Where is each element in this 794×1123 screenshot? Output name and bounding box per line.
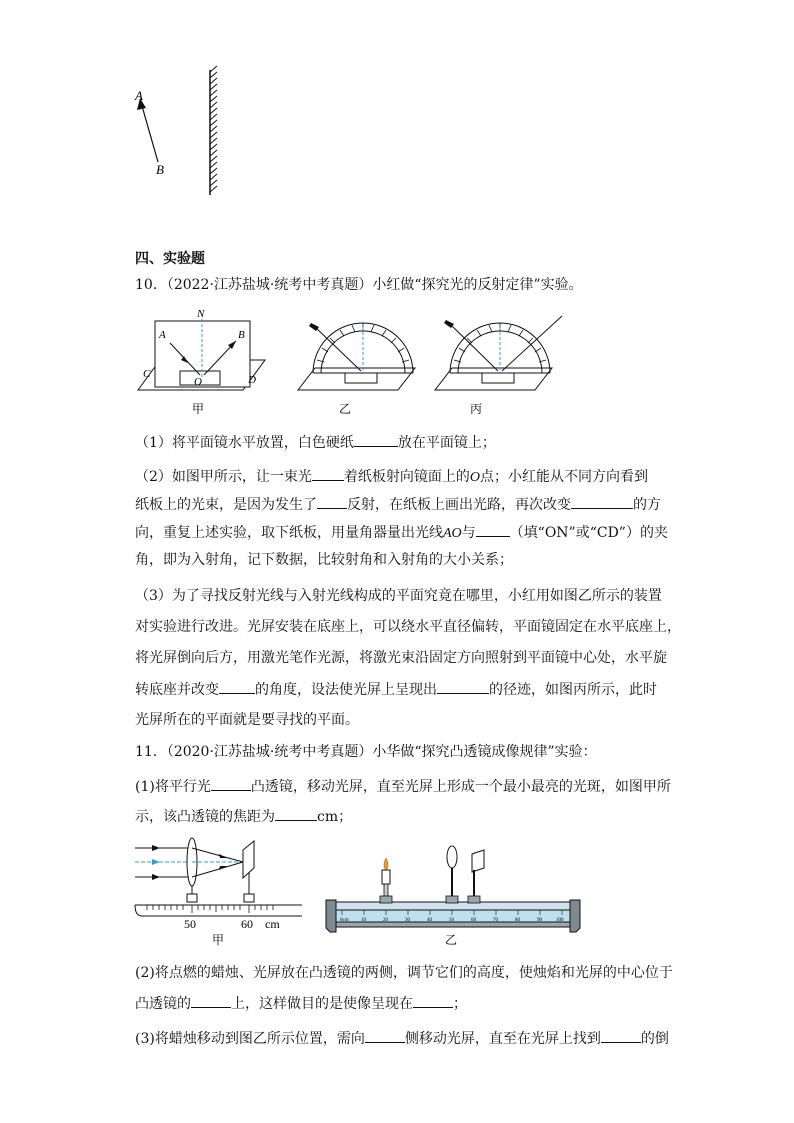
q10-part2-line1: （2）如图甲所示，让一束光 着纸板射向镜面上的O点；小红能从不同方向看到 bbox=[135, 466, 648, 488]
answer-blank[interactable] bbox=[437, 679, 489, 694]
q11-part1-line2: 示，该凸透镜的焦距为 cm； bbox=[135, 806, 352, 827]
label-a: A bbox=[135, 88, 143, 103]
bench-leg-right bbox=[570, 900, 580, 932]
q10-part3-line5: 光屏所在的平面就是要寻找的平面。 bbox=[135, 712, 359, 728]
caption-yi: 乙 bbox=[445, 933, 458, 947]
caption-bing: 丙 bbox=[470, 402, 483, 416]
bench-tick-label: 80 bbox=[515, 918, 520, 923]
q11-part3-line1: (3)将蜡烛移动到图乙所示位置，需向 侧移动光屏，直至在光屏上找到 的倒 bbox=[135, 1028, 669, 1049]
answer-blank[interactable] bbox=[275, 806, 317, 821]
candle bbox=[380, 858, 392, 903]
answer-blank[interactable] bbox=[354, 432, 398, 447]
bench-tick-label: 10 bbox=[361, 918, 366, 923]
q11-part2-line2: 凸透镜的 上，这样做目的是使像呈现在 ； bbox=[135, 993, 467, 1014]
q11-figure-yi bbox=[322, 840, 584, 948]
bench-tick-label: 20 bbox=[383, 918, 388, 923]
answer-blank[interactable] bbox=[365, 1028, 405, 1043]
answer-blank[interactable] bbox=[317, 494, 347, 509]
bench-leg-left bbox=[326, 900, 336, 932]
converging-ray-top bbox=[192, 848, 243, 862]
label-n: N bbox=[197, 308, 205, 320]
label-b: B bbox=[156, 162, 164, 177]
q10-figure-yi bbox=[295, 315, 420, 420]
bench-tick-label: 70 bbox=[493, 918, 498, 923]
q10-figure-bing bbox=[430, 312, 570, 420]
lens-holder bbox=[446, 846, 458, 903]
bench-tick-label: 0cm bbox=[340, 918, 349, 923]
answer-blank[interactable] bbox=[211, 776, 251, 791]
ruler bbox=[135, 905, 302, 916]
bench-tick-label: 90 bbox=[537, 918, 542, 923]
q10-part2-line4: 角，即为入射角，记下数据，比较射角和入射角的大小关系； bbox=[135, 552, 513, 568]
label-o: O bbox=[194, 376, 202, 388]
bench-tick-label: 40 bbox=[427, 918, 432, 923]
converging-ray-bottom bbox=[192, 862, 243, 877]
ruler-ticks bbox=[147, 905, 273, 913]
q10-part3-line1: （3）为了寻找反射光线与入射光线构成的平面究竟在哪里，小红用如图乙所示的装置 bbox=[135, 588, 662, 604]
label-c: C bbox=[143, 368, 151, 380]
answer-blank[interactable] bbox=[571, 494, 633, 509]
q10-header: 10．（2022·江苏盐城·统考中考真题）小红做“探究光的反射定律”实验。 bbox=[135, 277, 583, 293]
caption-jia: 甲 bbox=[192, 402, 205, 416]
answer-blank[interactable] bbox=[413, 993, 453, 1008]
q10-part2-line2: 纸板上的光束，是因为发生了 反射，在纸板上画出光路，再次改变 的方 bbox=[135, 494, 661, 515]
unit-cm: cm bbox=[265, 917, 280, 931]
bench-tick-label: 30 bbox=[405, 918, 410, 923]
q10-part3-line4: 转底座并改变 的角度，设法使光屏上呈现出 的径迹，如图丙所示，此时 bbox=[135, 679, 657, 700]
bench-tick-label: 100 bbox=[556, 918, 564, 923]
mirror-rect bbox=[482, 373, 514, 383]
q10-part3-line2: 对实验进行改进。光屏安装在底座上，可以绕水平直径偏转，平面镜固定在水平底座上， bbox=[135, 619, 681, 635]
answer-blank[interactable] bbox=[219, 679, 255, 694]
label-d: D bbox=[248, 374, 256, 386]
q11-figure-jia bbox=[130, 836, 305, 948]
light-screen-holder bbox=[468, 850, 484, 903]
bench-tick-label: 60 bbox=[471, 918, 476, 923]
light-screen bbox=[243, 841, 254, 878]
answer-blank[interactable] bbox=[601, 1028, 641, 1043]
q11-part2-line1: (2)将点燃的蜡烛、光屏放在凸透镜的两侧，调节它们的高度，使烛焰和光屏的中心位于 bbox=[135, 965, 673, 981]
q10-part3-line3: 将光屏倒向后方，用激光笔作光源，将激光束沿固定方向照射到平面镜中心处，水平旋 bbox=[135, 650, 667, 666]
tick-60: 60 bbox=[241, 917, 253, 931]
mirror-hatching bbox=[210, 66, 217, 192]
q11-header: 11．（2020·江苏盐城·统考中考真题）小华做“探究凸透镜成像规律”实验： bbox=[135, 744, 597, 760]
section-title: 四、实验题 bbox=[135, 251, 205, 267]
q10-part1: （1）将平面镜水平放置，白色硬纸 放在平面镜上； bbox=[135, 432, 496, 453]
q10-part2-line3: 向，重复上述实验，取下纸板，用量角器量出光线AO与 （填“ON”或“CD”）的夹 bbox=[135, 522, 668, 544]
answer-blank[interactable] bbox=[476, 522, 510, 537]
label-a: A bbox=[159, 329, 166, 341]
answer-blank[interactable] bbox=[191, 993, 231, 1008]
mirror-rect bbox=[345, 373, 377, 383]
q11-part1-line1: (1)将平行光 凸透镜，移动光屏，直至光屏上形成一个最小最亮的光斑，如图甲所 bbox=[135, 776, 671, 797]
tick-50: 50 bbox=[184, 917, 196, 931]
bench-tick-label: 50 bbox=[449, 918, 454, 923]
caption-jia: 甲 bbox=[212, 933, 225, 947]
label-b: B bbox=[238, 329, 245, 341]
caption-yi: 乙 bbox=[339, 402, 352, 416]
mirror-arrow-figure bbox=[120, 60, 240, 200]
q10-figure-jia bbox=[130, 305, 280, 420]
answer-blank[interactable] bbox=[312, 466, 344, 481]
arrow-ab-shaft bbox=[142, 106, 158, 162]
